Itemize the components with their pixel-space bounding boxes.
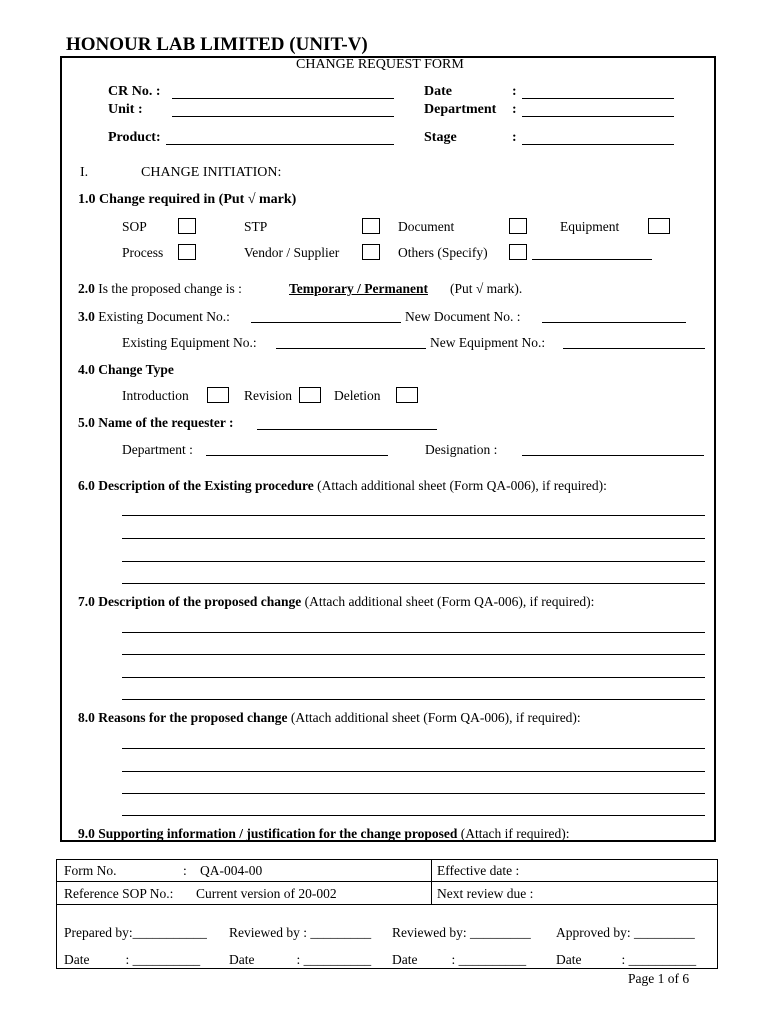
ref-sop-label: Reference SOP No.:	[64, 886, 174, 901]
q7-bold: 7.0 Description of the proposed change	[78, 594, 302, 609]
department-colon: :	[512, 102, 517, 117]
new-equip-label: New Equipment No.:	[430, 335, 546, 350]
q7-line[interactable]	[122, 677, 705, 678]
date-approved-label: Date	[556, 952, 582, 967]
form-title: CHANGE REQUEST FORM	[296, 57, 464, 72]
form-no-value: QA-004-00	[200, 863, 263, 878]
footer-divider	[431, 859, 432, 905]
cr-no-label: CR No. :	[108, 84, 161, 99]
requester-department-field[interactable]	[206, 455, 388, 456]
existing-doc-label: Existing Document No.:	[98, 309, 230, 324]
q6-line[interactable]	[122, 583, 705, 584]
type-introduction-label: Introduction	[122, 388, 189, 403]
cr-no-field[interactable]	[172, 98, 394, 99]
stage-field[interactable]	[522, 144, 674, 145]
option-document-checkbox[interactable]	[509, 218, 527, 234]
requester-name-field[interactable]	[257, 429, 437, 430]
existing-equip-field[interactable]	[276, 348, 426, 349]
option-process-checkbox[interactable]	[178, 244, 196, 260]
page-number: Page 1 of 6	[628, 971, 690, 986]
section-roman: I.	[80, 165, 89, 180]
stage-label: Stage	[424, 130, 457, 145]
q2-choice[interactable]: Temporary / Permanent	[289, 281, 428, 296]
q8-bold: 8.0 Reasons for the proposed change	[78, 710, 288, 725]
footer-divider	[56, 904, 718, 905]
q4-label: 4.0 Change Type	[78, 362, 174, 377]
option-others-checkbox[interactable]	[509, 244, 527, 260]
q8-line[interactable]	[122, 815, 705, 816]
unit-label: Unit :	[108, 102, 143, 117]
footer-divider	[56, 881, 718, 882]
requester-designation-label: Designation :	[425, 442, 498, 457]
q9-bold: 9.0 Supporting information / justification for the change proposed	[78, 826, 458, 841]
form-no-colon: :	[183, 863, 187, 878]
requester-department-label: Department :	[122, 442, 193, 457]
date-reviewed-1-blank: : __________	[296, 952, 372, 967]
date-reviewed-2-blank: : __________	[451, 952, 527, 967]
section-title: CHANGE INITIATION:	[141, 165, 282, 180]
existing-doc-field[interactable]	[251, 322, 401, 323]
q2-question	[78, 281, 242, 297]
reviewed-by-2[interactable]: Reviewed by: _________	[392, 925, 531, 940]
q6-heading	[78, 478, 607, 494]
q7-line[interactable]	[122, 632, 705, 633]
q2-hint: (Put √ mark).	[450, 281, 523, 296]
prepared-by[interactable]: Prepared by:___________	[64, 925, 207, 940]
q3-existing-doc	[78, 309, 230, 325]
option-document-label: Document	[398, 219, 455, 234]
date-prepared-label: Date	[64, 952, 90, 967]
department-field[interactable]	[522, 116, 674, 117]
option-equipment-label: Equipment	[560, 219, 620, 234]
q5-label: 5.0 Name of the requester :	[78, 415, 234, 430]
approved-by[interactable]: Approved by: _________	[556, 925, 695, 940]
q6-line[interactable]	[122, 515, 705, 516]
q2-text: Is the proposed change is :	[98, 281, 242, 296]
department-label: Department	[424, 102, 497, 117]
product-label: Product:	[108, 130, 161, 145]
q8-rest: (Attach additional sheet (Form QA-006), if required):	[290, 710, 581, 725]
new-equip-field[interactable]	[563, 348, 705, 349]
q3-number: 3.0	[78, 309, 95, 324]
reviewed-by-1[interactable]: Reviewed by : _________	[229, 925, 372, 940]
date-reviewed-1-label: Date	[229, 952, 255, 967]
option-stp-label: STP	[244, 219, 268, 234]
unit-field[interactable]	[172, 116, 394, 117]
q7-line[interactable]	[122, 654, 705, 655]
option-equipment-checkbox[interactable]	[648, 218, 670, 234]
option-sop-label: SOP	[122, 219, 147, 234]
q9-heading	[78, 826, 569, 842]
type-introduction-checkbox[interactable]	[207, 387, 229, 403]
requester-designation-field[interactable]	[522, 455, 704, 456]
ref-sop-value: Current version of 20-002	[196, 886, 337, 901]
option-sop-checkbox[interactable]	[178, 218, 196, 234]
q8-heading	[78, 710, 581, 726]
date-field[interactable]	[522, 98, 674, 99]
existing-equip-label: Existing Equipment No.:	[122, 335, 257, 350]
date-prepared-blank: : __________	[125, 952, 201, 967]
q6-bold: 6.0 Description of the Existing procedure	[78, 478, 314, 493]
form-no-label: Form No.	[64, 863, 117, 878]
q8-line[interactable]	[122, 771, 705, 772]
date-approved-blank: : __________	[621, 952, 697, 967]
q7-rest: (Attach additional sheet (Form QA-006), if required):	[304, 594, 595, 609]
date-reviewed-1[interactable]	[229, 952, 371, 968]
q8-line[interactable]	[122, 793, 705, 794]
product-field[interactable]	[166, 144, 394, 145]
new-doc-label: New Document No. :	[405, 309, 521, 324]
date-reviewed-2-label: Date	[392, 952, 418, 967]
type-revision-checkbox[interactable]	[299, 387, 321, 403]
option-others-label: Others (Specify)	[398, 245, 488, 260]
date-label: Date	[424, 84, 452, 99]
new-doc-field[interactable]	[542, 322, 686, 323]
q6-line[interactable]	[122, 538, 705, 539]
next-review-label: Next review due :	[437, 886, 534, 901]
date-reviewed-2[interactable]	[392, 952, 526, 968]
q2-number: 2.0	[78, 281, 95, 296]
q7-heading	[78, 594, 594, 610]
type-deletion-label: Deletion	[334, 388, 381, 403]
option-process-label: Process	[122, 245, 164, 260]
q8-line[interactable]	[122, 748, 705, 749]
company-title: HONOUR LAB LIMITED (UNIT-V)	[66, 34, 368, 55]
option-vendor-label: Vendor / Supplier	[244, 245, 340, 260]
option-stp-checkbox[interactable]	[362, 218, 380, 234]
effective-date-label: Effective date :	[437, 863, 520, 878]
type-deletion-checkbox[interactable]	[396, 387, 418, 403]
date-prepared[interactable]	[64, 952, 200, 968]
date-approved[interactable]	[556, 952, 696, 968]
type-revision-label: Revision	[244, 388, 293, 403]
q9-rest: (Attach if required):	[460, 826, 570, 841]
q7-line[interactable]	[122, 699, 705, 700]
q6-line[interactable]	[122, 561, 705, 562]
date-colon: :	[512, 84, 517, 99]
others-specify-field[interactable]	[532, 259, 652, 260]
q6-rest: (Attach additional sheet (Form QA-006), if required):	[317, 478, 607, 493]
q1-label: 1.0 Change required in (Put √ mark)	[78, 192, 297, 207]
option-vendor-checkbox[interactable]	[362, 244, 380, 260]
stage-colon: :	[512, 130, 517, 145]
